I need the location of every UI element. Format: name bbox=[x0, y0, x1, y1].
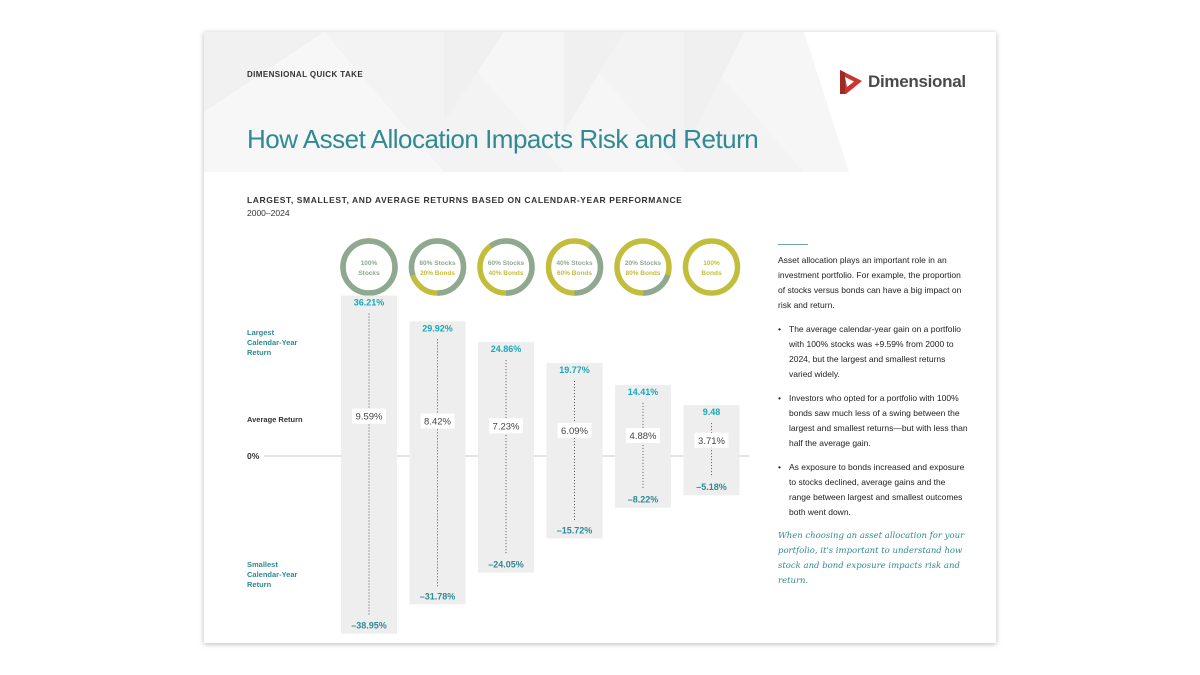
sidebar-bullet: • The average calendar-year gain on a portfolio with 100% stocks was +9.59% from 2000 to 2024, but the largest and smallest returns varied widely. bbox=[778, 322, 968, 382]
ring-label-line2: 20% Bonds bbox=[419, 270, 456, 277]
average-value-label: 8.42% bbox=[424, 416, 451, 428]
largest-value-label: 9.48 bbox=[702, 407, 721, 418]
ring-label-line1: 80% Stocks bbox=[419, 260, 456, 267]
allocation-ring bbox=[549, 241, 601, 293]
smallest-label: Smallest Calendar-Year Return bbox=[247, 560, 298, 589]
smallest-value-label: –15.72% bbox=[556, 525, 593, 536]
zero-label: 0% bbox=[247, 451, 260, 461]
logo-mark-icon bbox=[838, 68, 864, 96]
allocation-ring bbox=[617, 241, 669, 293]
ring-label-line1: 60% Stocks bbox=[487, 260, 525, 267]
smallest-value-label: –8.22% bbox=[627, 494, 659, 505]
average-value-label: 4.88% bbox=[629, 430, 657, 442]
largest-value-label: 14.41% bbox=[627, 386, 659, 397]
returns-chart bbox=[204, 32, 764, 643]
smallest-value-label: –24.05% bbox=[488, 559, 524, 570]
ring-bond-portion bbox=[686, 241, 738, 293]
brand-name: Dimensional bbox=[868, 72, 966, 91]
ring-label-line2: Bonds bbox=[701, 270, 722, 277]
smallest-value-label: –31.78% bbox=[419, 591, 456, 602]
range-bar bbox=[410, 321, 466, 604]
range-bar bbox=[547, 363, 603, 539]
sidebar-rule bbox=[778, 244, 808, 245]
range-bar bbox=[684, 405, 740, 495]
ring-label-line2: 40% Bonds bbox=[488, 270, 524, 277]
chart-subtitle: LARGEST, SMALLEST, AND AVERAGE RETURNS BASED ON CALENDAR-YEAR PERFORMANCE bbox=[247, 195, 683, 205]
ring-label-line2: 60% Bonds bbox=[556, 270, 593, 277]
average-value-label: 3.71% bbox=[698, 435, 725, 447]
average-label: Average Return bbox=[247, 415, 303, 424]
range-band bbox=[341, 296, 397, 634]
average-value-label: 9.59% bbox=[355, 411, 383, 423]
largest-label: Largest Calendar-Year Return bbox=[247, 328, 298, 357]
largest-value-label: 24.86% bbox=[490, 344, 522, 355]
range-bar bbox=[478, 342, 534, 573]
range-bar bbox=[615, 385, 671, 508]
smallest-value-label: –38.95% bbox=[351, 620, 387, 631]
average-value-label: 6.09% bbox=[561, 426, 588, 438]
ring-label-line1: 20% Stocks bbox=[624, 260, 662, 267]
sidebar-bullets bbox=[778, 322, 968, 520]
largest-value-label: 36.21% bbox=[353, 297, 385, 308]
ring-stock-portion bbox=[343, 241, 395, 293]
document-page bbox=[204, 32, 996, 643]
eyebrow-label: DIMENSIONAL QUICK TAKE bbox=[247, 70, 364, 79]
range-bar bbox=[341, 296, 397, 634]
allocation-ring bbox=[480, 241, 532, 293]
ring-label-line1: 100% bbox=[703, 260, 720, 267]
dimensional-logo bbox=[838, 68, 966, 96]
largest-value-label: 19.77% bbox=[559, 364, 590, 375]
chart-period: 2000–2024 bbox=[247, 208, 290, 218]
ring-label-line2: Stocks bbox=[358, 270, 380, 277]
ring-label-line1: 40% Stocks bbox=[556, 260, 593, 267]
ring-label-line1: 100% bbox=[360, 260, 378, 267]
allocation-ring bbox=[412, 241, 464, 293]
sidebar-intro: Asset allocation plays an important role in an investment portfolio. For example, the proportion of stocks versus bonds can have a big impact on risk and return. bbox=[778, 255, 962, 310]
sidebar-bullet: • As exposure to bonds increased and exposure to stocks declined, average gains and the range between largest and smallest outcomes both went down. bbox=[778, 460, 968, 520]
sidebar-bullet: • Investors who opted for a portfolio with 100% bonds saw much less of a swing between the largest and smallest returns—but with less than half the average gain. bbox=[778, 391, 968, 451]
ring-label-line2: 80% Bonds bbox=[625, 270, 661, 277]
average-value-label: 7.23% bbox=[492, 421, 520, 433]
page-title: How Asset Allocation Impacts Risk and Return bbox=[247, 124, 759, 154]
allocation-ring bbox=[343, 241, 395, 293]
allocation-ring bbox=[686, 241, 738, 293]
largest-value-label: 29.92% bbox=[422, 323, 453, 334]
smallest-value-label: –5.18% bbox=[696, 482, 727, 493]
sidebar-text bbox=[778, 253, 968, 589]
sidebar-quote: When choosing an asset allocation for your portfolio, it's important to understand how stock and bond exposure impacts risk and return. bbox=[778, 531, 965, 586]
